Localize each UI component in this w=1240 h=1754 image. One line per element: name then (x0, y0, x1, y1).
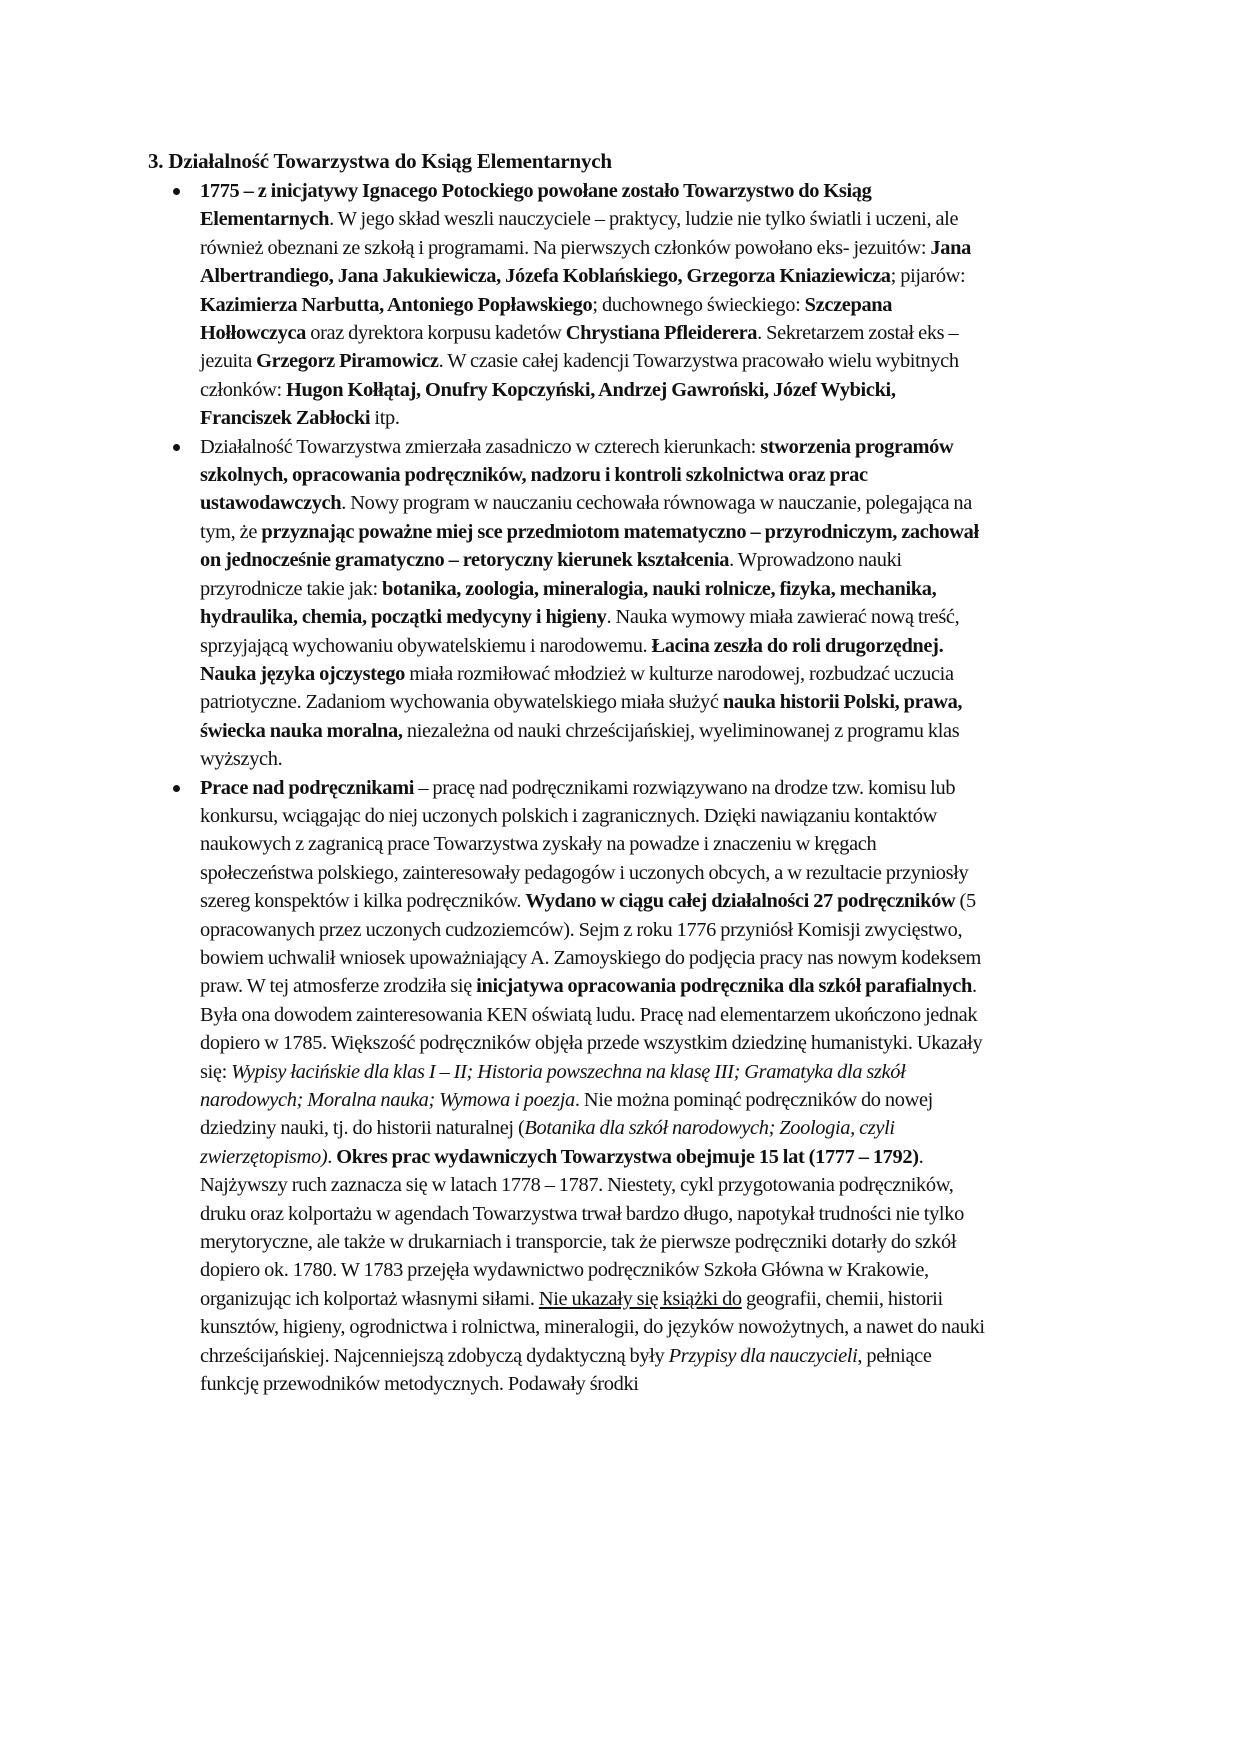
bold-text: Hugon Kołłątaj, Onufry Kopczyński, Andrzej Gawroński, Józef Wybicki, Franciszek Zabłocki (200, 378, 896, 430)
bullet-icon (173, 785, 180, 792)
bullet-icon (173, 444, 180, 451)
list-item-text (200, 777, 985, 1396)
italic-text: Botanika dla szkół narodowych; Zoologia, czyli zwierzętopismo) (200, 1117, 895, 1168)
underlined-text: Nie ukazały się książki do (538, 1287, 742, 1310)
section-heading: 3. Działalność Towarzystwa do Ksiąg Elementarnych (148, 149, 612, 173)
bold-text: stworzenia programów szkolnych, opracowania podręczników, nadzoru i kontroli szkolnictwa oraz prac ustawodawczych (200, 435, 954, 515)
bold-text: Kazimierza Narbutta, Antoniego Popławskiego (200, 293, 593, 316)
body-text: . (327, 1145, 337, 1168)
body-text: itp. (370, 407, 400, 430)
body-text: ; pijarów: (890, 265, 966, 288)
body-text: . Nie można pominąć podręczników do nowej dziedziny nauki, tj. do historii naturalnej ( (200, 1089, 933, 1140)
bold-text: botanika, zoologia, mineralogia, nauki rolnicze, fizyka, mechanika, hydraulika, chemia, początki medycyny i higieny (200, 577, 937, 629)
body-text: Działalność Towarzystwa zmierzała zasadniczo w czterech kierunkach: (200, 435, 761, 458)
body-text: . Najżywszy ruch zaznacza się w latach 1778 – 1787. Niestety, cykl przygotowania podręczników, druku oraz kolportażu w agendach Towarzystwa trwał bardzo długo, napotykał trudności nie tylko merytoryczne, ale także w drukarniach i transporcie, tak że pierwsze podręczniki dotarły do szkół dopiero ok. 1780. W 1783 przejęła wydawnictwo podręczników Szkoła Główna w Krakowie, organizując ich kolportaż własnymi siłami. (200, 1145, 964, 1310)
bold-text: 1775 – z inicjatywy Ignacego Potockiego powołane zostało Towarzystwo do Ksiąg Elementarnych (200, 180, 872, 231)
body-text: , pełniące funkcję przewodników metodycznych. Podawały środki (200, 1344, 932, 1396)
bold-text: Łacina zeszła do roli drugorzędnej. Nauka języka ojczystego (200, 634, 944, 685)
bold-text: Okres prac wydawniczych Towarzystwa obejmuje 15 lat (1777 – 1792) (336, 1145, 919, 1168)
body-text: . Sekretarzem został eks – jezuita (200, 322, 959, 373)
body-text: . Nauka wymowy miała zawierać nową treść, sprzyjającą wychowaniu obywatelskiemu i narodowemu. (200, 606, 960, 657)
bold-text: przyznając poważne miej sce przedmiotom matematyczno – przyrodniczym, zachował on jednocześnie gramatyczno – retoryczny kierunek kształcenia (200, 520, 979, 572)
bold-text: Wydano w ciągu całej działalności 27 podręczników (525, 890, 956, 913)
body-text: . Nowy program w nauczaniu cechowała równowaga w nauczanie, polegająca na tym, że (200, 492, 972, 543)
italic-text: Wypisy łacińskie dla klas I – II; Historia powszechna na klasę III; Gramatyka dla szkół narodowych; Moralna nauka; Wymowa i poezja (200, 1060, 906, 1111)
body-text: . Wprowadzono nauki przyrodnicze takie jak: (200, 549, 902, 600)
body-text: miała rozmiłować młodzież w kulturze narodowej, rozbudzać uczucia patriotyczne. Zadaniom wychowania obywatelskiego miała służyć (200, 662, 954, 714)
list-item (200, 177, 985, 433)
bold-text: Chrystiana Pfleiderera (565, 322, 758, 345)
body-text: – pracę nad podręcznikami rozwiązywano na drodze tzw. komisu lub konkursu, wciągając do niej uczonych polskich i zagranicznych. Dzięki nawiązaniu kontaktów naukowych z zagranicą prace Towarzystwa zyskały na powadze i znaczeniu w kręgach społeczeństwa polskiego, zainteresowały pedagogów i uczonych obcych, a w rezultacie przyniosły szereg konspektów i kilka podręczników. (200, 776, 969, 913)
body-text: oraz dyrektora korpusu kadetów (306, 322, 566, 345)
bold-text: Prace nad podręcznikami (200, 776, 415, 799)
body-text: . W jego skład weszli nauczyciele – praktycy, ludzie nie tylko światli i uczeni, ale również obeznani ze szkołą i programami. Na pierwszych członków powołano eks- jezuitów: (200, 208, 959, 259)
bold-text: nauka historii Polski, prawa, świecka nauka moralna, (200, 691, 963, 742)
bold-text: Grzegorz Piramowicz (256, 350, 439, 373)
bullet-list (200, 177, 985, 1398)
bold-text: Jana Albertrandiego, Jana Jakukiewicza, Józefa Koblańskiego, Grzegorza Kniaziewicza (200, 236, 971, 288)
body-text: . W czasie całej kadencji Towarzystwa pracowało wielu wybitnych członków: (200, 350, 959, 401)
bold-text: Szczepana Hołłowczyca (200, 293, 893, 345)
bold-text: inicjatywa opracowania podręcznika dla szkół parafialnych (476, 975, 973, 998)
italic-text: Przypisy dla nauczycieli (668, 1344, 858, 1367)
list-item-text (200, 180, 971, 429)
list-item-text (200, 436, 979, 770)
body-text: . Była ona dowodem zainteresowania KEN oświatą ludu. Pracę nad elementarzem ukończono jednak dopiero w 1785. Większość podręczników objęła przede wszystkim dziedzinę humanistyki. Ukazały się: (200, 975, 983, 1083)
body-text: geografii, chemii, historii kunsztów, higieny, ogrodnictwa i rolnictwa, mineralogii, do języków nowożytnych, a nawet do nauki chrześcijańskiej. Najcenniejszą zdobyczą dydaktyczną były (200, 1287, 985, 1367)
list-item (200, 774, 985, 1399)
bullet-icon (173, 188, 180, 195)
body-text: (5 opracowanych przez uczonych cudzoziemców). Sejm z roku 1776 przyniósł Komisji zwycięstwo, bowiem uchwalił wniosek upoważniający A. Zamoyskiego do podjęcia pracy nas nowym kodeksem praw. W tej atmosferze zrodziła się (200, 890, 982, 998)
list-item (200, 433, 985, 774)
body-text: niezależna od nauki chrześcijańskiej, wyeliminowanej z programu klas wyższych. (200, 719, 960, 771)
body-text: ; duchownego świeckiego: (592, 293, 805, 316)
